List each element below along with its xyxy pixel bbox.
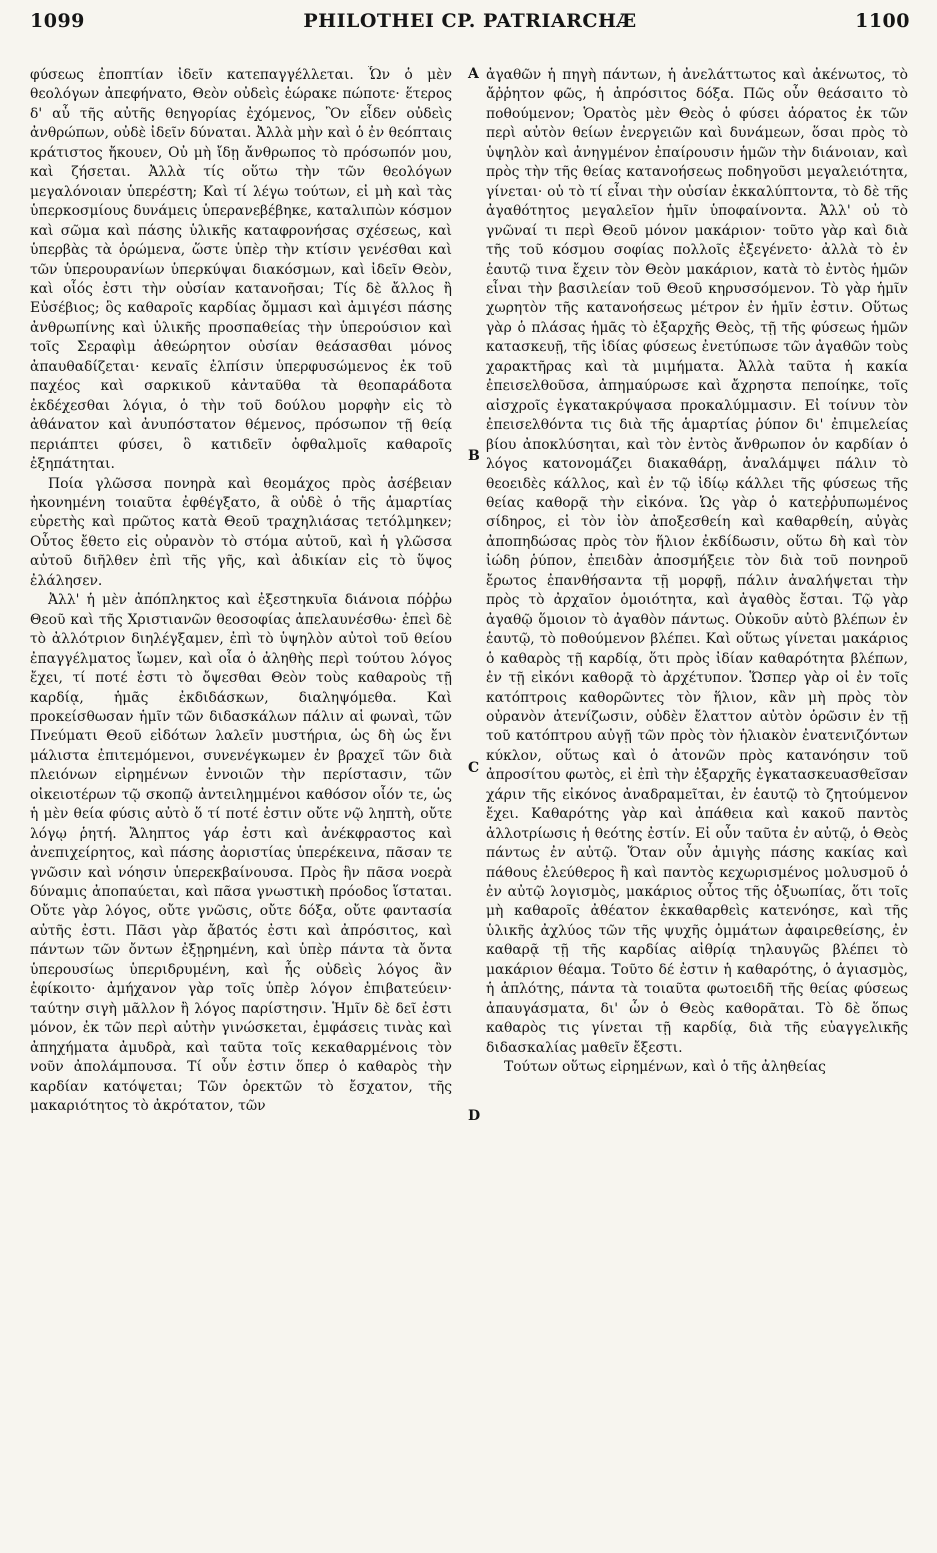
page-header [30,10,910,44]
section-marker-d: D [468,1108,481,1124]
left-paragraph-2: Ποία γλῶσσα πονηρὰ καὶ θεομάχος πρὸς ἀσέβειαν ἠκονημένη τοιαῦτα ἐφθέγξατο, ἃ οὐδὲ ὁ τῆς ἁμαρτίας εὑρετὴς καὶ πρῶτος κατὰ Θεοῦ τραχηλιάσας τετόλμηκεν; Οὗτος ἔθετο εἰς οὐρανὸν τὸ στόμα αὐτοῦ, καὶ ἡ γλῶσσα αὐτοῦ διῆλθεν ἐπὶ τῆς γῆς, καὶ ἀδικίαν εἰς τὸ ὕψος ἐλάλησεν. [30,475,452,589]
left-paragraph-1: φύσεως ἐποπτίαν ἰδεῖν κατεπαγγέλλεται. Ὧν ὁ μὲν θεολόγων ἀπεφήνατο, Θεὸν οὐδεὶς ἑώρακε πώποτε· ἕτερος δ' αὖ τῆς αὐτῆς θεηγορίας ἐχόμενος, Ὃν εἶδεν οὐδεὶς ἀνθρώπων, οὐδὲ ἰδεῖν δύναται. Ἀλλὰ μὴν καὶ ὁ ἐν θεόπταις κράτιστος ἤκουεν, Οὐ μὴ ἴδῃ ἄνθρωπος τὸ πρόσωπόν μου, καὶ ζήσεται. Ἀλλὰ τίς οὕτω τὴν τῶν θεολόγων μεγαλόνοιαν ὑπερέστη; Καὶ τί λέγω τούτων, εἰ μὴ καὶ τὰς ὑπερκοσμίους δυνάμεις ὑπερανεβέβηκε, καταλιπὼν κόσμον καὶ σῶμα καὶ πάσης ὑλικῆς καταφρονήσας σχέσεως, καὶ ὑπερβὰς τὰ ὁρώμενα, ὥστε ὑπὲρ τὴν κτίσιν γενέσθαι καὶ τῶν ὑπερουρανίων ὑπερκύψαι διακόσμων, καὶ ἰδεῖν Θεὸν, καὶ οἷός ἐστι τὴν οὐσίαν κατανοῆσαι; Τίς δὲ ἄλλος ἢ Εὐσέβιος; ὃς καθαροῖς καρδίας ὄμμασι καὶ ἀμιγέσι πάσης ἀνθρωπίνης καὶ ὑλικῆς προσπαθείας τὴν ὑπερούσιον καὶ τοῖς Σεραφὶμ ἀθεώρητον οὐσίαν θεάσασθαι μόνος ἀπαυθαδίζεται· κεναῖς ἐλπίσιν ὑπερφυσώμενος ἐκ τοῦ παχέος καὶ σαρκικοῦ κἀνταῦθα τὰ θεοπαράδοτα ἐκδέχεσθαι λόγια, ὁ τὴν τοῦ δούλου μορφὴν εἰς τὸ ἀθάνατον καὶ ἀνυπόστατον θέμενος, πρόσωπον τῇ θείᾳ περιάπτει φύσει, ὃ κατιδεῖν ὀφθαλμοῖς καθαροῖς ἐξηπάτηται. [30,67,452,473]
running-title: PHILOTHEI CP. PATRIARCHÆ [303,10,637,32]
page-number-left: 1099 [30,10,85,32]
section-marker-c: C [468,760,480,776]
left-paragraph-3: Ἀλλ' ἡ μὲν ἀπόπληκτος καὶ ἐξεστηκυῖα διάνοια πόῤῥω Θεοῦ καὶ τῆς Χριστιανῶν θεοσοφίας ἀπελαυνέσθω· ἐπεὶ δὲ τὸ ἀλλότριον διηλέγξαμεν, ἐπὶ τὸ ὑψηλὸν αὐτοὶ τοῦ θείου ἐπαγγέλματος ἴωμεν, καὶ οἷα ὁ ἀληθὴς περὶ τούτου λόγος ἔχει, τί ποτέ ἐστι τὸ ὄψεσθαι Θεὸν τοὺς καθαροὺς τῇ καρδίᾳ, ἡμᾶς ἐκδιδάσκων, διαληψόμεθα. Καὶ προκείσθωσαν ἡμῖν τῶν διδασκάλων πάλιν αἱ φωναὶ, τῶν Πνεύματι Θεοῦ εἰδότων λαλεῖν μυστήρια, ὡς δὴ ὡς ἔνι μάλιστα ἐπιτεμόμενοι, συνενέγκωμεν ἐν βραχεῖ τῶν διὰ πλειόνων εἰρημένων ἐννοιῶν τὴν περίστασιν, τῶν οἰκειοτέρων τῷ σκοπῷ ἀντειλημμένοι καθόσον οἷόν τε, ὡς ἡ μὲν θεία φύσις αὐτὸ ὅ τί ποτέ ἐστιν οὔτε νῷ ληπτὴ, οὔτε λόγῳ ῥητή. Ἄληπτος γάρ ἐστι καὶ ἀνέκφραστος καὶ ἀνεπιχείρητος, καὶ πάσης ἀοριστίας ὑπερέκεινα, πᾶσαν τε γνῶσιν καὶ νόησιν ὑπερεκβαίνουσα. Πρὸς ἣν πᾶσα νοερὰ δύναμις ἀποπαύεται, καὶ πᾶσα γνωστικὴ πρόοδος ἵσταται. Οὔτε γὰρ λόγος, οὔτε γνῶσις, οὔτε δόξα, οὔτε φαντασία αὐτῆς ἐστι. Πᾶσι γὰρ ἄβατός ἐστι καὶ ἀπρόσιτος, καὶ πάντων τῶν ὄντων ἐξῃρημένη, καὶ ὑπὲρ πάντα τὰ ὄντα ὑπερουσίως ὑπεριδρυμένη, καὶ ἧς οὐδεὶς λόγος ἂν ἐφίκοιτο· ἀμήχανον γὰρ τοῖς ὑπὲρ λόγον ἐπιβατεύειν· ταύτην σιγὴ μᾶλλον ἢ λόγος παρίστησιν. Ἡμῖν δὲ δεῖ ἐστι μόνον, ἐκ τῶν περὶ αὐτὴν γινώσκεται, ἐμφάσεις τινὰς καὶ ἀπηχήματα ἀμυδρὰ, καὶ ταῦτα τοῖς κεκαθαρμένοις τὸν νοῦν ἀπολάμπουσα. Τί οὖν ἐστιν ὅπερ ὁ καθαρὸς τὴν καρδίαν κατόψεται; Τῶν ὀρεκτῶν τὸ ἔσχατον, τῆς μακαριότητος τὸ ἀκρότατον, τῶν [30,592,452,1115]
section-marker-a: A [468,66,479,82]
left-column [30,66,452,1541]
right-paragraph-1: ἀγαθῶν ἡ πηγὴ πάντων, ἡ ἀνελάττωτος καὶ ἀκένωτος, τὸ ἄῤῥητον φῶς, ἡ ἀπρόσιτος δόξα. Πῶς οὖν θεάσαιτο τὸ ποθούμενον; Ὁρατὸς μὲν Θεὸς ὁ φύσει ἀόρατος ἐκ τῶν περὶ αὐτὸν θείων ἐνεργειῶν καὶ δυνάμεων, ὅσαι πρὸς τὸ ὑψηλὸν καὶ ἀνηγμένον ἐπαίρουσιν ἡμῶν τὴν διάνοιαν, καὶ πρὸς τὴν τῆς θείας κατανοήσεως ποδηγοῦσι μεγαλειότητα, γίνεται· οὐ τὸ τί εἶναι τὴν οὐσίαν ἐκκαλύπτοντα, τὸ δὲ τῆς ἀγαθότητος μεγαλεῖον ἡμῖν ὑποφαίνοντα. Ἀλλ' οὐ τὸ γνῶναί τι περὶ Θεοῦ μόνον μακάριον· τοῦτο γὰρ καὶ διὰ τῆς τοῦ κόσμου σοφίας πολλοῖς ἐξεγένετο· ἀλλὰ τὸ ἐν ἑαυτῷ τινα ἔχειν τὸν Θεὸν μακάριον, κατὰ τὸ ἐντὸς ἡμῶν εἶναι τὴν βασιλείαν τοῦ Θεοῦ κηρυσσόμενον. Τὸ γὰρ ἡμῖν χωρητὸν τῆς κατανοήσεως μέτρον ἐν ἡμῖν ἐστιν. Οὕτως γὰρ ὁ πλάσας ἡμᾶς τὸ ἐξαρχῆς Θεὸς, τῇ τῆς φύσεως ἡμῶν κατασκευῇ, τῆς ἰδίας φύσεως ἐνετύπωσε τῶν ἀγαθῶν τοὺς χαρακτῆρας καὶ τὰ μιμήματα. Ἀλλὰ ταῦτα ἡ κακία ἐπεισελθοῦσα, ἀπημαύρωσε καὶ ἄχρηστα πεποίηκε, τοῖς αἰσχροῖς ἐγκατακρύψασα προκαλύμμασιν. Εἰ τοίνυν τὸν ἐπεισελθόντα τις διὰ τῆς ἁμαρτίας ῥύπον δι' ἐπιμελείας βίου ἀποκλύσηται, καὶ τὸν ἐντὸς ἄνθρωπον ὁν καρδίαν ὁ λόγος κατονομάζει διακαθάρῃ, ἀναλάμψει πάλιν τὸ θεοειδὲς κάλλος, καὶ ἐν τῷ ἰδίῳ κάλλει τῆς φύσεως τῆς θείας καθορᾷ τὴν εἰκόνα. Ὡς γὰρ ὁ κατεῤῥυπωμένος σίδηρος, εἰ τὸν ἰὸν ἀποξεσθείη καὶ καθαρθείη, αὐγὰς ἀποπηδώσας πρὸς τὸν ἥλιον ἐκδίδωσιν, οὕτω δὴ καὶ τὸν ἰώδη ῥύπον, ἐπειδὰν ἀποσμήξειε τὸν διὰ τοῦ πονηροῦ ἔρωτος ἐπανθήσαντα τῇ μορφῇ, πάλιν ἀναλήψεται τὴν πρὸς τὸ ἀρχαῖον ὁμοιότητα, καὶ ἀγαθὸς ἔσται. Τῷ γὰρ ἀγαθῷ ὅμοιον τὸ ἀγαθὸν πάντως. Οὐκοῦν αὐτὸ βλέπων ἐν ἑαυτῷ, τὸ ποθούμενον βλέπει. Καὶ οὕτως γίνεται μακάριος ὁ καθαρὸς τῇ καρδίᾳ, ὅτι πρὸς ἰδίαν καθαρότητα βλέπων, ἐν τῇ εἰκόνι καθορᾷ τὸ ἀρχέτυπον. Ὥσπερ γὰρ οἱ ἐν τοῖς κατόπτροις καθορῶντες τὸν ἥλιον, κἂν μὴ πρὸς τὸν οὐρανὸν ἀτενίζωσιν, οὐδὲν ἔλαττον αὐτὸν ὁρῶσιν ἐν τῇ τοῦ κατόπτρου αὐγῇ τῶν πρὸς τὸν ἡλιακὸν ἐνατενιζόντων κύκλον, οὕτως καὶ ὁ ἀτονῶν πρὸς κατανόησιν τοῦ ἀπροσίτου φωτὸς, εἰ ἐπὶ τὴν ἐξαρχῆς ἐγκατασκευασθεῖσαν χάριν τῆς εἰκόνος ἀναδραμεῖται, ἐν ἑαυτῷ τὸ ζητούμενον ἔχει. Καθαρότης γὰρ καὶ ἀπάθεια καὶ κακοῦ παντὸς ἀλλοτρίωσις ἡ θεότης ἐστίν. Εἰ οὖν ταῦτα ἐν αὐτῷ, ὁ Θεὸς πάντως ἐν αὐτῷ. Ὅταν οὖν ἀμιγὴς πάσης κακίας καὶ πάθους ἐλεύθερος ἢ καὶ παντὸς κεχωρισμένος μολυσμοῦ ὁ ἐν αὐτῷ λογισμὸς, μακάριος οὗτος τῆς ὀξυωπίας, ὅτι τοῖς μὴ καθαροῖς ἀθέατον ἐκκαθαρθεὶς κατενόησε, καὶ τῆς ὑλικῆς ἀχλύος τῶν τῆς ψυχῆς ὀμμάτων ἀφαιρεθείσης, ἐν καθαρᾷ τῇ τῆς καρδίας αἰθρίᾳ τηλαυγῶς βλέπει τὸ μακάριον θέαμα. Τοῦτο δέ ἐστιν ἡ καθαρότης, ὁ ἁγιασμὸς, ἡ ἁπλότης, πάντα τὰ τοιαῦτα φωτοειδῆ τῆς θείας φύσεως ἀπαυγάσματα, δι' ὧν ὁ Θεὸς καθορᾶται. Τὸ δὲ ὅπως καθαρὸς τις γίνεται τῇ καρδίᾳ, διὰ τῆς εὐαγγελικῆς διδασκαλίας μαθεῖν ἔξεστι. [486,67,908,1056]
page-number-right: 1100 [855,10,910,32]
section-marker-b: B [468,448,480,464]
right-column [486,66,908,1541]
right-paragraph-2: Τούτων οὕτως εἰρημένων, καὶ ὁ τῆς ἀληθείας [504,1059,826,1076]
